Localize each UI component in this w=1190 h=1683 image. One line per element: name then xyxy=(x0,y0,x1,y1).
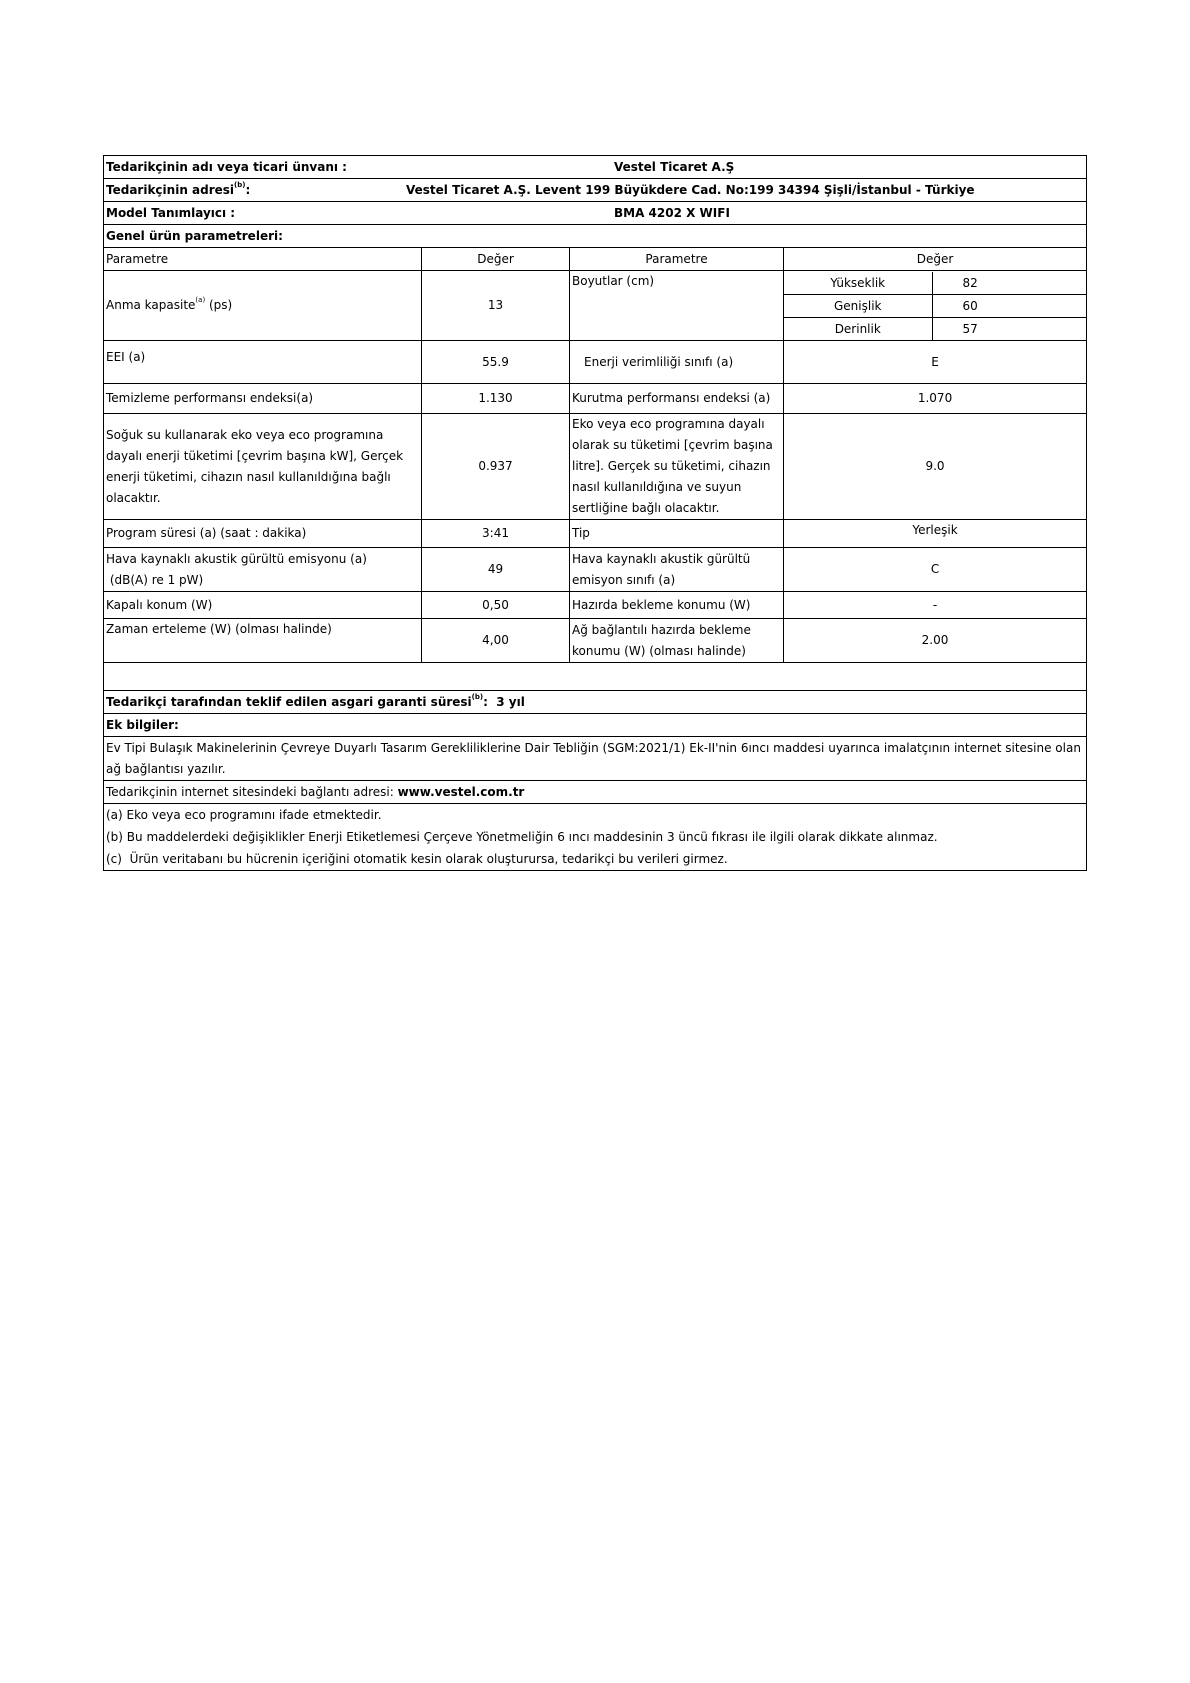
width-label: Genişlik xyxy=(784,294,932,317)
standby-label: Hazırda bekleme konumu (W) xyxy=(570,592,784,619)
delay-label: Zaman erteleme (W) (olması halinde) xyxy=(104,619,422,663)
depth-value: 57 xyxy=(962,321,978,336)
supplier-website-link[interactable]: www.vestel.com.tr xyxy=(397,784,525,799)
program-value: 3:41 xyxy=(422,520,570,548)
warranty-cell xyxy=(104,691,1087,714)
dimensions-values xyxy=(784,271,1087,341)
off-mode-row xyxy=(104,592,1087,619)
supplier-address-sup: (b) xyxy=(234,180,246,189)
depth-row xyxy=(784,317,1087,340)
width-value: 60 xyxy=(932,294,1087,317)
supplier-address-label: Tedarikçinin adresi xyxy=(106,182,235,197)
extra-info-row xyxy=(104,737,1087,781)
height-label: Yükseklik xyxy=(784,272,932,295)
empty-cell xyxy=(104,663,1087,691)
capacity-sup: (a) xyxy=(195,296,206,304)
extra-info-text: Ev Tipi Bulaşık Makinelerinin Çevreye Duyarlı Tasarım Gerekliliklerine Dair Tebliğin (SGM:2021/1) Ek-II'nin 6ıncı maddesi uyarınca imalatçının internet sitesine olan ağ bağlantısı yazılır. xyxy=(104,737,1087,781)
supplier-address-colon: : xyxy=(245,182,251,197)
depth-label: Derinlik xyxy=(784,317,932,340)
program-row xyxy=(104,520,1087,548)
energy-class-label: Enerji verimliliği sınıfı (a) xyxy=(570,341,784,384)
program-label: Program süresi (a) (saat : dakika) xyxy=(104,520,422,548)
note-c: (c) Ürün veritabanı bu hücrenin içeriğini otomatik kesin olarak oluşturursa, tedarikçi bu verileri girmez. xyxy=(106,852,728,866)
supplier-name-value: Vestel Ticaret A.Ş xyxy=(614,159,735,174)
eei-value: 55.9 xyxy=(422,341,570,384)
water-consumption-label: Eko veya eco programına dayalı olarak su tüketimi [çevrim başına litre]. Gerçek su tüketimi, cihazın nasıl kullanıldığına ve suyun sertliğine bağlı olacaktır. xyxy=(570,414,784,520)
link-cell xyxy=(104,781,1087,804)
spacer-row xyxy=(104,663,1087,691)
noise-class-label: Hava kaynaklı akustik gürültü emisyon sınıfı (a) xyxy=(570,548,784,592)
link-row xyxy=(104,781,1087,804)
supplier-name-row xyxy=(104,156,1087,179)
type-value: Yerleşik xyxy=(784,520,1087,548)
capacity-row xyxy=(104,271,1087,341)
type-label: Tip xyxy=(570,520,784,548)
note-a: (a) Eko veya eco programını ifade etmektedir. xyxy=(106,808,382,822)
network-standby-value: 2.00 xyxy=(784,619,1087,663)
energy-consumption-value: 0.937 xyxy=(422,414,570,520)
delay-row xyxy=(104,619,1087,663)
height-value: 82 xyxy=(932,272,1087,295)
col-header-value-2: Değer xyxy=(784,248,1087,271)
warranty-row xyxy=(104,691,1087,714)
width-row xyxy=(784,294,1087,317)
noise-label-line-2: (dB(A) re 1 pW) xyxy=(106,572,204,587)
model-label: Model Tanımlayıcı : xyxy=(106,205,236,220)
product-info-sheet xyxy=(103,155,1086,871)
eei-label: EEI (a) xyxy=(104,341,422,384)
col-header-param-1: Parametre xyxy=(104,248,422,271)
drying-label: Kurutma performansı endeksi (a) xyxy=(570,384,784,414)
noise-class-value: C xyxy=(784,548,1087,592)
noise-row xyxy=(104,548,1087,592)
off-mode-label: Kapalı konum (W) xyxy=(104,592,422,619)
drying-value: 1.070 xyxy=(784,384,1087,414)
noise-value: 49 xyxy=(422,548,570,592)
note-b: (b) Bu maddelerdeki değişiklikler Enerji Etiketlemesi Çerçeve Yönetmeliğin 6 ıncı maddesinin 3 üncü fıkrası ile ilgili olarak dikkate alınmaz. xyxy=(106,830,938,844)
cleaning-label: Temizleme performansı endeksi(a) xyxy=(104,384,422,414)
delay-value: 4,00 xyxy=(422,619,570,663)
extra-info-header-row xyxy=(104,714,1087,737)
col-header-value-1: Değer xyxy=(422,248,570,271)
warranty-sup: (b) xyxy=(471,692,484,701)
noise-label-cell xyxy=(104,548,422,592)
supplier-name-label: Tedarikçinin adı veya ticari ünvanı : xyxy=(106,159,347,174)
capacity-value: 13 xyxy=(422,271,570,341)
dimensions-label: Boyutlar (cm) xyxy=(570,271,784,341)
capacity-label: Anma kapasite xyxy=(106,298,196,312)
notes-cell xyxy=(104,804,1087,871)
supplier-address-row xyxy=(104,179,1087,202)
extra-info-label: Ek bilgiler: xyxy=(104,714,1087,737)
noise-label-line-1: Hava kaynaklı akustik gürültü emisyonu (a) xyxy=(106,551,367,566)
standby-value: - xyxy=(784,592,1087,619)
capacity-label-cell xyxy=(104,271,422,341)
consumption-row xyxy=(104,414,1087,520)
energy-consumption-label: Soğuk su kullanarak eko veya eco programına dayalı enerji tüketimi [çevrim başına kW], Gerçek enerji tüketimi, cihazın nasıl kullanıldığına bağlı olacaktır. xyxy=(104,414,422,520)
model-row xyxy=(104,202,1087,225)
supplier-address-value: Vestel Ticaret A.Ş. Levent 199 Büyükdere Cad. No:199 34394 Şişli/İstanbul - Türkiye xyxy=(406,182,975,197)
energy-class-value: E xyxy=(784,341,1087,384)
notes-row xyxy=(104,804,1087,871)
column-header-row xyxy=(104,248,1087,271)
height-row xyxy=(784,272,1087,295)
water-consumption-value: 9.0 xyxy=(784,414,1087,520)
eei-row xyxy=(104,341,1087,384)
product-info-table xyxy=(103,155,1087,871)
col-header-param-2: Parametre xyxy=(570,248,784,271)
dimensions-table xyxy=(784,272,1087,340)
cleaning-row xyxy=(104,384,1087,414)
capacity-unit: (ps) xyxy=(205,298,233,312)
link-label: Tedarikçinin internet sitesindeki bağlantı adresi: xyxy=(106,784,398,799)
model-value: BMA 4202 X WIFI xyxy=(614,205,730,220)
general-params-row xyxy=(104,225,1087,248)
general-params-label: Genel ürün parametreleri: xyxy=(104,225,1087,248)
warranty-label: Tedarikçi tarafından teklif edilen asgari garanti süresi xyxy=(106,694,472,709)
warranty-value: : 3 yıl xyxy=(483,694,525,709)
off-mode-value: 0,50 xyxy=(422,592,570,619)
cleaning-value: 1.130 xyxy=(422,384,570,414)
network-standby-label: Ağ bağlantılı hazırda bekleme konumu (W) (olması halinde) xyxy=(570,619,784,663)
